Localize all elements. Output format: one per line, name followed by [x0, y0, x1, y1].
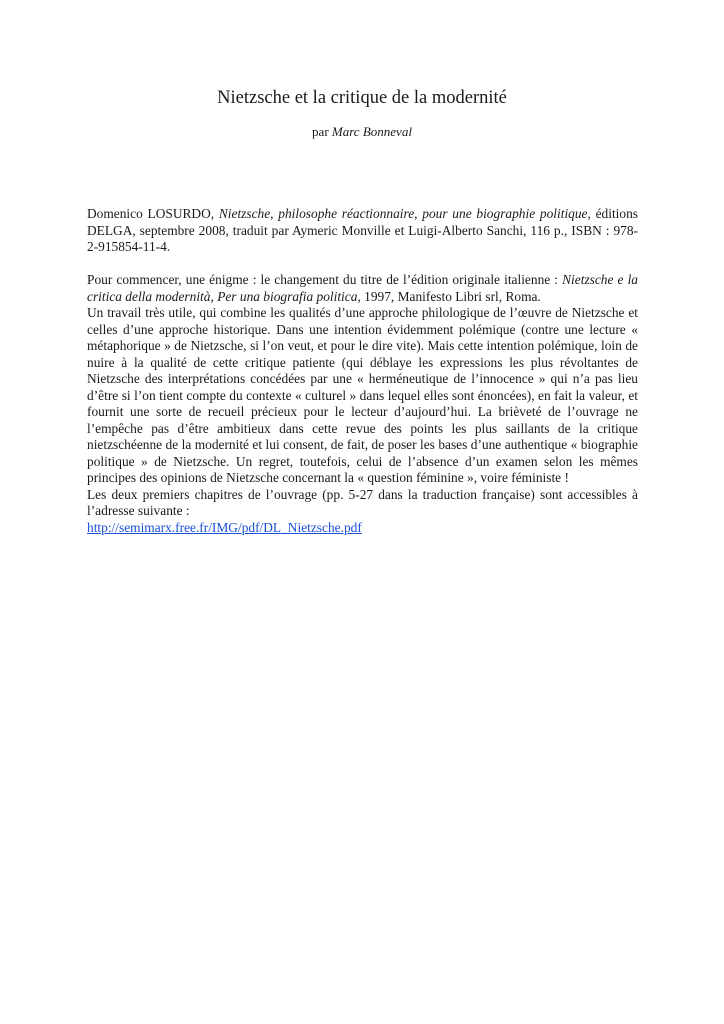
document-body: [87, 206, 638, 536]
link-paragraph: [87, 520, 638, 537]
reference-book-title: Nietzsche, philosophe réactionnaire, pour une biographie politique: [218, 206, 588, 221]
paragraph-access: Les deux premiers chapitres de l’ouvrage (pp. 5-27 dans la traduction française) sont accessibles à l’adresse suivante :: [87, 486, 638, 518]
document-title: Nietzsche et la critique de la modernité: [217, 88, 507, 108]
intro-text-b: ,: [210, 288, 218, 304]
paragraph-review: Un travail très utile, qui combine les qualités d’une approche philologique de l’œuvre de Nietzsche et celles d’une approche historique. Dans une intention évidemment polémique (contre une lecture « métaphorique » de Nietzsche, si l’on veut, et pour le dire vite). Mais cette intention polémique, loin de nuire à la qualité de cette critique patiente (qui déblaye les expressions les plus révoltantes de Nietzsche des interprétations concédées par une « herméneutique de l’innocence » qui n’a pas lieu d’être si l’on tient compte du contexte « culturel » dans lequel elles sont énoncées), en fait la valeur, et fournit une sorte de recueil précieux pour le lecteur d’aujourd’hui. La brièveté de l’ouvrage ne l’empêche pas d’être ambitieux dans cette revue des points les plus saillants de la critique nietzschéenne de la modernité et lui consent, de fait, de poser les bases d’une authentique « biographie politique » de Nietzsche. Un regret, toutefois, celui de l’absence d’un examen selon les mêmes principes des opinions de Nietzsche concernant la « question féminine », voire féministe !: [87, 305, 638, 485]
pdf-link[interactable]: http://semimarx.free.fr/IMG/pdf/DL_Nietzsche.pdf: [87, 519, 362, 535]
reference-author: Domenico LOSURDO,: [87, 206, 219, 221]
paragraph-intro: [87, 272, 638, 305]
intro-text-a: Pour commencer, une énigme : le changement du titre de l’édition originale italienne :: [87, 272, 563, 287]
reference-details: , éditions DELGA, septembre 2008, traduit par Aymeric Monville et Luigi-Alberto Sanchi, 116 p., ISBN : 978-2-915854-11-4.: [87, 206, 638, 254]
intro-italic-title: Nietzsche e la critica della modernità: [87, 272, 638, 304]
byline-prefix: par: [312, 124, 332, 139]
byline-author: Marc Bonneval: [331, 124, 412, 139]
byline: [0, 124, 724, 140]
intro-text-c: , 1997, Manifesto Libri srl, Roma.: [357, 288, 541, 304]
book-reference: [87, 206, 638, 256]
intro-italic-subtitle: Per una biografia politica: [217, 288, 358, 304]
